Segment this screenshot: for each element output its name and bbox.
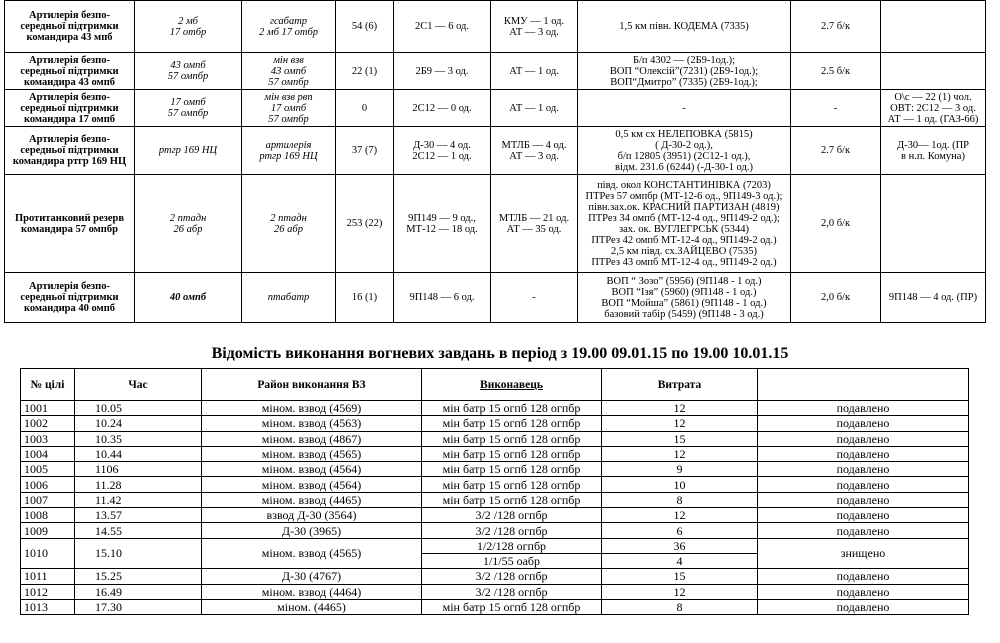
fire-time: 1106 (75, 462, 202, 477)
vehicles-line: АТ — 3 од. (509, 150, 559, 162)
consumption: 15 (602, 431, 758, 446)
locations-line: півн.зах.ок. КРАСНИЙ ПАРТИЗАН (4819) (588, 201, 780, 213)
artillery-row (5, 127, 986, 175)
arms-unit (242, 1, 336, 53)
consumption: 4 (602, 553, 758, 568)
target-number: 1013 (21, 599, 75, 614)
arms-unit (242, 273, 336, 323)
unit-name (5, 273, 135, 323)
weapons (394, 1, 491, 53)
notes-line: 9П148 — 4 од. (ПР) (888, 292, 978, 303)
weapons-line: 2С1 — 6 од. (414, 21, 470, 32)
fire-report-row (21, 462, 969, 477)
ammo-line: 2.5 б/к (820, 65, 851, 77)
arms-unit-line: гсабатр (269, 15, 308, 27)
fire-report-row (21, 569, 969, 584)
subordination (135, 127, 242, 175)
vehicles-line: АТ — 3 од. (509, 26, 559, 38)
weapons-line: 9П149 — 9 од., (408, 212, 476, 224)
fire-area: міном. взвод (4564) (202, 462, 422, 477)
fire-time: 13.57 (75, 508, 202, 523)
ammo-line: - (833, 102, 838, 114)
consumption: 12 (602, 446, 758, 461)
arms-unit-line: мін взв рвп (264, 91, 313, 103)
vehicles-line: МТЛБ — 21 од. (498, 212, 570, 224)
notes (881, 175, 986, 273)
header-executor: Виконавець (422, 369, 602, 401)
ammo (791, 53, 881, 90)
fire-area: міном. (4465) (202, 599, 422, 614)
unit-name-line: Протитанковий резерв командира 57 омпбр (14, 212, 125, 235)
weapons-line: 2С12 — 1 од. (412, 150, 472, 162)
subordination-line: ртгр 169 НЦ (158, 145, 218, 156)
vehicles-line: МТЛБ — 4 од. (501, 139, 567, 151)
arms-unit-line: птабатр (267, 292, 310, 303)
subordination (135, 53, 242, 90)
subordination-line: 43 омпб (170, 60, 206, 71)
notes-line: О\с — 22 (1) чол. (894, 91, 972, 103)
fire-report-row (21, 508, 969, 523)
fire-area: міном. взвод (4464) (202, 584, 422, 599)
fire-report-title: Відомість виконання вогневих завдань в період з 19.00 09.01.15 по 19.00 10.01.15 (211, 345, 789, 362)
result: знищено (758, 538, 969, 569)
vehicles (491, 90, 578, 127)
artillery-row (5, 90, 986, 127)
locations (578, 273, 791, 323)
fire-time: 11.42 (75, 492, 202, 507)
fire-report-row (21, 401, 969, 416)
unit-name-line: Артилерія безпо-середньої підтримки командира 17 омпб (20, 91, 119, 125)
consumption: 12 (602, 416, 758, 431)
artillery-row (5, 1, 986, 53)
vehicles-line: АТ — 35 од. (506, 223, 562, 235)
target-number: 1012 (21, 584, 75, 599)
unit-name-line: Артилерія безпо-середньої підтримки командира 43 мпб (20, 10, 119, 43)
fire-time: 16.49 (75, 584, 202, 599)
fire-area: міном. взвод (4565) (202, 446, 422, 461)
arms-unit (242, 53, 336, 90)
artillery-table (4, 0, 986, 323)
locations (578, 90, 791, 127)
fire-report-row (21, 523, 969, 538)
consumption: 9 (602, 462, 758, 477)
notes (881, 53, 986, 90)
artillery-row (5, 175, 986, 273)
fire-area: міном. взвод (4465) (202, 492, 422, 507)
locations-line: ( Д-30-2 од.), (655, 139, 713, 151)
executor: мін батр 15 огпб 128 огпбр (422, 477, 602, 492)
arms-unit-line: 57 омпбр (268, 76, 309, 88)
fire-time: 15.25 (75, 569, 202, 584)
locations-line: ВОП “Ізя” (5960) (9П148 - 1 од.) (611, 286, 757, 298)
target-number: 1003 (21, 431, 75, 446)
result: подавлено (758, 477, 969, 492)
notes-line: Д-30— 1од. (ПР (897, 139, 969, 151)
personnel (336, 1, 394, 53)
consumption: 10 (602, 477, 758, 492)
fire-time: 15.10 (75, 538, 202, 569)
personnel (336, 273, 394, 323)
ammo-line: 2,0 б/к (820, 292, 851, 303)
consumption: 15 (602, 569, 758, 584)
ammo (791, 127, 881, 175)
vehicles-line: КМУ — 1 од. (503, 15, 565, 27)
weapons-line: 2Б9 — 3 од. (415, 65, 469, 77)
target-number: 1008 (21, 508, 75, 523)
executor: мін батр 15 огпб 128 огпбр (422, 462, 602, 477)
personnel (336, 53, 394, 90)
vehicles (491, 127, 578, 175)
locations-line: - (682, 102, 686, 114)
locations-line: ВОП “Мойша” (5861) (9П148 - 1 од.) (601, 297, 767, 309)
locations-line: ВОП “Олексій”(7231) (2Б9-1од.); (609, 65, 759, 77)
fire-time: 17.30 (75, 599, 202, 614)
header-time: Час (75, 369, 202, 401)
executor: мін батр 15 огпб 128 огпбр (422, 416, 602, 431)
result: подавлено (758, 431, 969, 446)
consumption: 36 (602, 538, 758, 553)
target-number: 1009 (21, 523, 75, 538)
fire-time: 10.24 (75, 416, 202, 431)
vehicles-line: АТ — 1 од. (509, 102, 559, 114)
vehicles (491, 53, 578, 90)
arms-unit-line: 43 омпб (270, 65, 307, 77)
subordination-line: 40 омпб (169, 292, 207, 303)
result: подавлено (758, 569, 969, 584)
notes-line: ОВТ: 2С12 — 3 од. (890, 102, 976, 114)
target-number: 1007 (21, 492, 75, 507)
subordination (135, 1, 242, 53)
executor: 3/2 /128 огпбр (422, 584, 602, 599)
fire-area: взвод Д-30 (3564) (202, 508, 422, 523)
locations-line: ПТРез 43 омпб МТ-12-4 од., 9П149-2 од.) (591, 256, 777, 268)
fire-report-row (21, 416, 969, 431)
locations (578, 175, 791, 273)
executor: 3/2 /128 огпбр (422, 523, 602, 538)
locations-line: ПТРез 57 омпбр (МТ-12-6 од., 9П149-3 од.); (585, 190, 783, 202)
locations (578, 127, 791, 175)
locations-line: відм. 231.6 (6244) (-Д-30-1 од.) (615, 161, 753, 173)
result: подавлено (758, 446, 969, 461)
ammo-line: 2.7 б/к (820, 21, 851, 32)
unit-name (5, 53, 135, 90)
vehicles-line: - (532, 292, 536, 303)
target-number: 1010 (21, 538, 75, 569)
personnel (336, 127, 394, 175)
fire-time: 10.35 (75, 431, 202, 446)
arms-unit-line: ртгр 169 НЦ (259, 150, 318, 162)
result: подавлено (758, 401, 969, 416)
header-target: № цілі (21, 369, 75, 401)
weapons (394, 90, 491, 127)
executor: мін батр 15 огпб 128 огпбр (422, 446, 602, 461)
fire-area: Д-30 (4767) (202, 569, 422, 584)
subordination-line: 57 омпбр (167, 108, 209, 119)
unit-name (5, 127, 135, 175)
fire-report-header-row (21, 369, 969, 401)
subordination (135, 90, 242, 127)
subordination (135, 175, 242, 273)
fire-area: міном. взвод (4564) (202, 477, 422, 492)
ammo-line: 2,0 б/к (820, 218, 851, 229)
vehicles (491, 175, 578, 273)
arms-unit-line: 17 омпб (270, 102, 307, 114)
executor: мін батр 15 огпб 128 огпбр (422, 599, 602, 614)
subordination-line: 17 отбр (169, 26, 207, 38)
target-number: 1004 (21, 446, 75, 461)
fire-report-row (21, 477, 969, 492)
header-area: Район виконання ВЗ (202, 369, 422, 401)
unit-name-line: Артилерія безпо-середньої підтримки командира 43 омпб (20, 54, 119, 88)
personnel-line: 37 (7) (351, 145, 378, 156)
unit-name (5, 90, 135, 127)
personnel-line: 253 (22) (346, 218, 383, 229)
executor: мін батр 15 огпб 128 огпбр (422, 492, 602, 507)
locations (578, 1, 791, 53)
consumption: 6 (602, 523, 758, 538)
vehicles-line: АТ — 1 од. (509, 65, 559, 77)
personnel-line: 22 (1) (351, 65, 378, 77)
locations-line: півд. окол КОНСТАНТИНІВКА (7203) (597, 179, 771, 191)
result: подавлено (758, 599, 969, 614)
locations-line: базовий табір (5459) (9П148 - 3 од.) (604, 308, 764, 320)
fire-time: 10.05 (75, 401, 202, 416)
fire-report-row (21, 538, 969, 553)
result: подавлено (758, 584, 969, 599)
executor: 3/2 /128 огпбр (422, 508, 602, 523)
target-number: 1005 (21, 462, 75, 477)
arms-unit-line: 2 мб 17 отбр (259, 26, 318, 38)
ammo (791, 1, 881, 53)
weapons-line: Д-30 — 4 од. (413, 139, 471, 151)
ammo-line: 2.7 б/к (820, 145, 851, 156)
locations-line: б/п 12805 (3951) (2С12-1 од.), (617, 150, 751, 162)
fire-report-row (21, 431, 969, 446)
arms-unit-line: 26 абр (274, 223, 303, 235)
fire-area: міном. взвод (4563) (202, 416, 422, 431)
notes-line: в н.п. Комуна) (901, 150, 965, 162)
target-number: 1006 (21, 477, 75, 492)
executor: мін батр 15 огпб 128 огпбр (422, 401, 602, 416)
unit-name (5, 1, 135, 53)
result: подавлено (758, 462, 969, 477)
fire-area: міном. взвод (4569) (202, 401, 422, 416)
locations-line: 2,5 км півд. сх.ЗАЙЦЕВО (7535) (611, 245, 757, 257)
fire-report-table (20, 368, 969, 615)
personnel (336, 90, 394, 127)
arms-unit-line: мін взв (273, 54, 304, 66)
fire-time: 10.44 (75, 446, 202, 461)
subordination-line: 2 птадн (169, 212, 207, 224)
locations-line: ПТРез 34 омпб (МТ-12-4 од., 9П149-2 од.); (588, 212, 780, 224)
consumption: 12 (602, 508, 758, 523)
unit-name (5, 175, 135, 273)
weapons (394, 175, 491, 273)
consumption: 12 (602, 584, 758, 599)
target-number: 1002 (21, 416, 75, 431)
ammo (791, 175, 881, 273)
consumption: 8 (602, 599, 758, 614)
notes (881, 1, 986, 53)
locations-line: зах. ок. ВУГЛЕГРСЬК (5344) (618, 223, 749, 235)
fire-area: Д-30 (3965) (202, 523, 422, 538)
fire-time: 14.55 (75, 523, 202, 538)
personnel-line: 0 (361, 102, 368, 114)
artillery-row (5, 273, 986, 323)
subordination-line: 17 омпб (170, 97, 206, 108)
arms-unit-line: артилерія (265, 139, 312, 151)
header-consumption: Витрата (602, 369, 758, 401)
fire-time: 11.28 (75, 477, 202, 492)
executor: 1/1/55 оабр (422, 553, 602, 568)
vehicles (491, 273, 578, 323)
personnel-line: 54 (6) (351, 21, 378, 32)
locations-line: Б/п 4302 — (2Б9-1од.); (632, 54, 736, 66)
target-number: 1001 (21, 401, 75, 416)
notes-line: АТ — 1 од. (ГАЗ-66) (887, 113, 979, 125)
notes (881, 127, 986, 175)
arms-unit (242, 175, 336, 273)
arms-unit (242, 127, 336, 175)
arms-unit-line: 57 омпбр (268, 113, 309, 125)
fire-report-row (21, 584, 969, 599)
artillery-row (5, 53, 986, 90)
subordination-line: 57 омпбр (167, 71, 209, 82)
vehicles (491, 1, 578, 53)
subordination-line: 26 абр (173, 223, 203, 235)
target-number: 1011 (21, 569, 75, 584)
locations (578, 53, 791, 90)
notes (881, 273, 986, 323)
result: подавлено (758, 416, 969, 431)
personnel-line: 16 (1) (351, 292, 378, 303)
result: подавлено (758, 508, 969, 523)
subordination (135, 273, 242, 323)
result: подавлено (758, 492, 969, 507)
subordination-line: 2 мб (178, 15, 198, 27)
weapons (394, 273, 491, 323)
locations-line: ВОП“Дмитро” (7335) (2Б9-1од.); (610, 76, 758, 88)
arms-unit (242, 90, 336, 127)
result: подавлено (758, 523, 969, 538)
locations-line: ВОП “ Зозо” (5956) (9П148 - 1 од.) (606, 275, 762, 287)
header-result (758, 369, 969, 401)
unit-name-line: Артилерія безпо-середньої підтримки командира ртгр 169 НЦ (12, 134, 127, 167)
weapons-line: 2С12 — 0 од. (412, 102, 472, 114)
locations-line: 1,5 км півн. КОДЕМА (7335) (619, 21, 749, 32)
weapons-line: 9П148 — 6 од. (409, 292, 475, 303)
weapons-line: МТ-12 — 18 од. (406, 223, 478, 235)
fire-report-row (21, 446, 969, 461)
locations-line: 0,5 км сх НЕЛЕПОВКА (5815) (615, 128, 753, 140)
ammo (791, 90, 881, 127)
fire-area: міном. взвод (4867) (202, 431, 422, 446)
unit-name-line: Артилерія безпо-середньої підтримки командира 40 омпб (20, 281, 119, 314)
weapons (394, 53, 491, 90)
consumption: 8 (602, 492, 758, 507)
fire-area: міном. взвод (4565) (202, 538, 422, 569)
personnel (336, 175, 394, 273)
executor: 1/2/128 огпбр (422, 538, 602, 553)
consumption: 12 (602, 401, 758, 416)
weapons (394, 127, 491, 175)
fire-report-row (21, 492, 969, 507)
executor: 3/2 /128 огпбр (422, 569, 602, 584)
fire-report-row (21, 599, 969, 614)
executor: мін батр 15 огпб 128 огпбр (422, 431, 602, 446)
arms-unit-line: 2 птадн (270, 212, 307, 224)
locations-line: ПТРез 42 омпб МТ-12-4 од., 9П149-2 од.) (591, 234, 777, 246)
ammo (791, 273, 881, 323)
notes (881, 90, 986, 127)
